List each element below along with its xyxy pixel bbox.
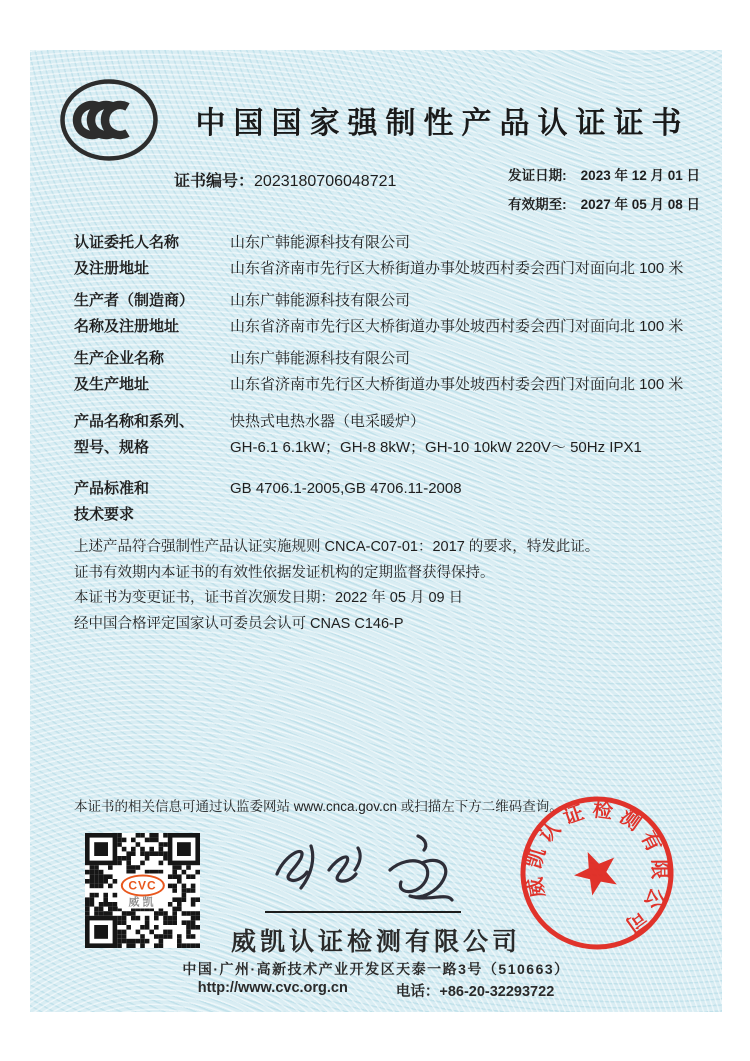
cvc-logo [117, 873, 167, 908]
cvc-logo-subtext: 威凯 [128, 896, 157, 908]
field-product [74, 409, 704, 461]
field-label-line: 生产者（制造商） [74, 292, 195, 309]
field-manufacturer [74, 288, 704, 340]
stamp-text: 威凯认证检测有限公司 [522, 798, 671, 940]
info-note: 本证书的相关信息可通过认监委网站 www.cnca.gov.cn 或扫描左下方二维码查询。 [74, 799, 563, 814]
field-applicant [74, 230, 704, 282]
field-value-line: 山东省济南市先行区大桥街道办事处坡西村委会西门对面向北 100 米 [230, 318, 684, 335]
expiry-date-value: 2027 年 05 月 08 日 [580, 197, 700, 212]
field-label-line: 型号、规格 [74, 439, 150, 456]
field-value-line: GB 4706.1-2005,GB 4706.11-2008 [230, 480, 462, 497]
field-label-line: 生产企业名称 [74, 350, 165, 367]
stamp-star-icon [568, 843, 625, 899]
certificate-title: 中国国家强制性产品认证证书 [195, 107, 690, 140]
field-label-line: 产品标准和 [74, 480, 150, 497]
statement-line: 经中国合格评定国家认可委员会认可 CNAS C146-P [74, 615, 404, 632]
field-value-line: 山东广韩能源科技有限公司 [230, 292, 411, 309]
field-label-line: 产品名称和系列、 [74, 413, 195, 430]
issuer-contact-row [30, 980, 722, 1001]
field-value-line: 山东广韩能源科技有限公司 [230, 234, 411, 251]
field-label-line: 技术要求 [74, 506, 135, 523]
field-standard [74, 476, 704, 528]
field-value-line: GH-6.1 6.1kW；GH-8 8kW；GH-10 10kW 220V～ 50Hz IPX1 [230, 439, 642, 456]
field-value-line: 山东广韩能源科技有限公司 [230, 350, 411, 367]
field-label-line: 及注册地址 [74, 260, 150, 277]
field-value-line: 山东省济南市先行区大桥街道办事处坡西村委会西门对面向北 100 米 [230, 260, 684, 277]
dates-block [508, 164, 700, 222]
field-label-line: 名称及注册地址 [74, 318, 180, 335]
certificate-number-label: 证书编号： [174, 173, 255, 190]
statement-line: 证书有效期内本证书的有效性依据发证机构的定期监督获得保持。 [74, 564, 495, 581]
issuer-address: 中国·广州·高新技术产业开发区天泰一路3号（510663） [182, 961, 570, 977]
signature-icon [255, 828, 465, 908]
certificate-number-value: 2023180706048721 [254, 173, 397, 190]
statement-line: 上述产品符合强制性产品认证实施规则 CNCA-C07-01：2017 的要求，特发此证。 [74, 539, 600, 555]
field-factory [74, 346, 704, 398]
statement-line: 本证书为变更证书，证书首次颁发日期：2022 年 05 月 09 日 [74, 590, 464, 606]
ccc-mark-icon [58, 78, 160, 162]
field-value-line: 山东省济南市先行区大桥街道办事处坡西村委会西门对面向北 100 米 [230, 376, 684, 393]
issue-date-label: 发证日期: [508, 168, 567, 183]
issuer-name: 威凯认证检测有限公司 [230, 928, 521, 956]
issue-date-value: 2023 年 12 月 01 日 [580, 168, 700, 183]
issuer-phone: 电话：+86-20-32293722 [395, 984, 555, 1000]
certificate-fields [74, 230, 704, 534]
cvc-logo-text: CVC [120, 874, 164, 896]
statements-block [74, 535, 704, 637]
certificate-paper [30, 50, 722, 1012]
field-label-line: 及生产地址 [74, 376, 150, 393]
signature-underline [265, 911, 461, 913]
issuer-website: http://www.cvc.org.cn [197, 980, 348, 996]
field-label-line: 认证委托人名称 [74, 234, 180, 251]
field-value-line: 快热式电热水器（电采暖炉） [230, 413, 426, 430]
expiry-date-label: 有效期至: [508, 197, 567, 212]
certificate-number-row [174, 168, 396, 191]
